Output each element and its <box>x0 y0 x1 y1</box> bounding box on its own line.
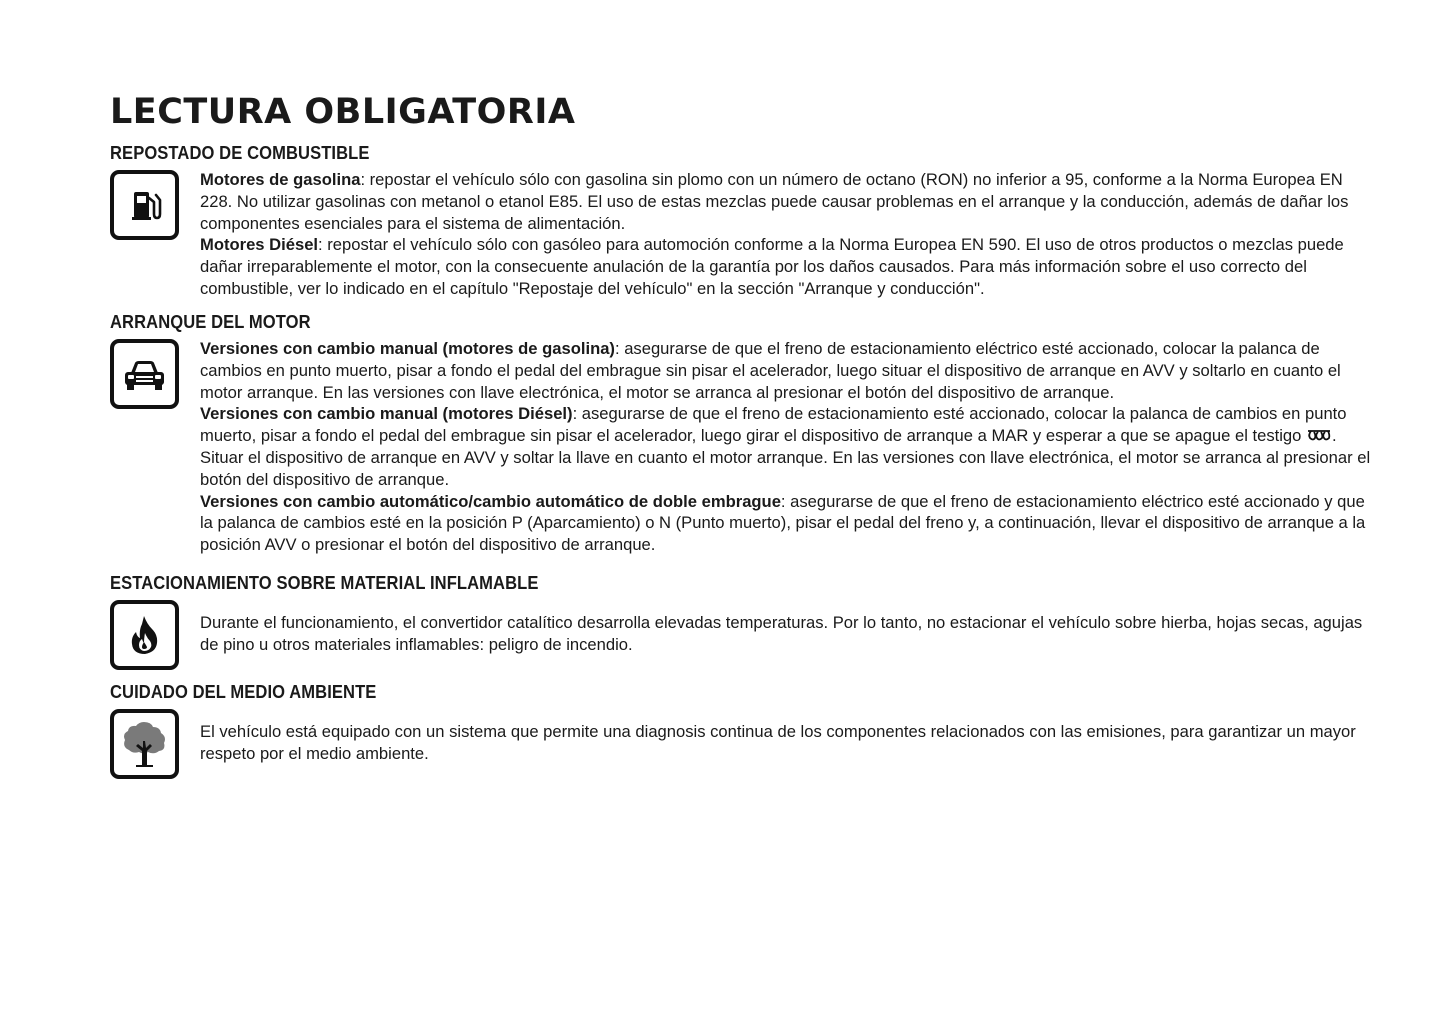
fuel-diesel-label: Motores Diésel <box>200 235 319 255</box>
fuel-paragraph-petrol <box>200 169 1375 234</box>
engine-paragraph-manual-petrol <box>200 338 1375 403</box>
section-heading-engine-start: ARRANQUE DEL MOTOR <box>110 312 311 332</box>
fuel-text <box>200 169 1375 300</box>
engine-paragraph-automatic <box>200 491 1375 556</box>
engine-manual-diesel-label: Versiones con cambio manual (motores Diésel) <box>200 404 573 424</box>
flammable-paragraph: Durante el funcionamiento, el convertidor catalítico desarrolla elevadas temperaturas. Por lo tanto, no estacionar el vehículo sobre hierba, hojas secas, agujas de pino u otros materiales inflamables: peligro de incendio. <box>200 613 1363 654</box>
car-front-icon <box>110 339 179 409</box>
engine-start-text <box>200 338 1375 556</box>
engine-paragraph-manual-diesel <box>200 403 1375 490</box>
engine-manual-diesel-text-after: . Situar el dispositivo de arranque en AVV y soltar la llave en cuanto el motor arranque. En las versiones con llave electrónica, el motor se arranca al presionar el botón del dispositivo de arranque. <box>200 426 1371 489</box>
page-title: LECTURA OBLIGATORIA <box>110 92 576 132</box>
glow-plug-icon <box>1306 427 1332 443</box>
flame-icon <box>110 600 179 670</box>
environment-paragraph: El vehículo está equipado con un sistema que permite una diagnosis continua de los componentes relacionados con las emisiones, para garantizar un mayor respeto por el medio ambiente. <box>200 722 1356 763</box>
engine-manual-petrol-text: : asegurarse de que el freno de estacionamiento eléctrico esté accionado, colocar la palanca de cambios en punto muerto, pisar a fondo el pedal del embrague sin pisar el acelerador, luego situar el dispositivo de arranque en AVV y soltarlo en cuanto el motor arranque. En las versiones con llave electrónica, el motor se arranca al presionar el botón del dispositivo de arranque. <box>200 339 1341 402</box>
engine-manual-petrol-label: Versiones con cambio manual (motores de gasolina) <box>200 339 615 358</box>
fuel-diesel-text: : repostar el vehículo sólo con gasóleo para automoción conforme a la Norma Europea EN 590. El uso de otros productos o mezclas puede dañar irreparablemente el motor, con la consecuente anulación de la garantía por los daños causados. Para más información sobre el uso correcto del combustible, ver lo indicado en el capítulo "Repostaje del vehículo" en la sección "Arranque y conducción". <box>200 235 1344 298</box>
engine-manual-diesel-text: : asegurarse de que el freno de estacionamiento esté accionado, colocar la palanca de cambios en punto muerto, pisar a fondo el pedal del embrague sin pisar el acelerador, luego girar el dispositivo de arranque a MAR y esperar a que se apague el testigo <box>200 404 1347 446</box>
section-heading-environment: CUIDADO DEL MEDIO AMBIENTE <box>110 682 377 702</box>
section-heading-fuel: REPOSTADO DE COMBUSTIBLE <box>110 143 370 163</box>
tree-icon <box>110 709 179 779</box>
fuel-paragraph-diesel <box>200 234 1375 299</box>
engine-automatic-text: : asegurarse de que el freno de estacionamiento eléctrico esté accionado y que la palanca de cambios esté en la posición P (Aparcamiento) o N (Punto muerto), pisar el pedal del freno y, a continuación, llevar el dispositivo de arranque a la posición AVV o presionar el botón del dispositivo de arranque. <box>200 491 1366 555</box>
fuel-pump-icon <box>110 170 179 240</box>
flammable-text <box>200 612 1375 656</box>
fuel-petrol-text: : repostar el vehículo sólo con gasolina sin plomo con un número de octano (RON) no inferior a 95, conforme a la Norma Europea EN 228. No utilizar gasolinas con metanol o etanol E85. El uso de estas mezclas puede causar problemas en el arranque y la conducción, además de dañar los componentes esenciales para el sistema de alimentación. <box>200 170 1349 233</box>
environment-text <box>200 721 1375 765</box>
engine-automatic-label: Versiones con cambio automático/cambio automático de doble embrague <box>200 491 781 511</box>
fuel-petrol-label: Motores de gasolina <box>200 170 361 189</box>
section-heading-flammable: ESTACIONAMIENTO SOBRE MATERIAL INFLAMABLE <box>110 573 539 593</box>
